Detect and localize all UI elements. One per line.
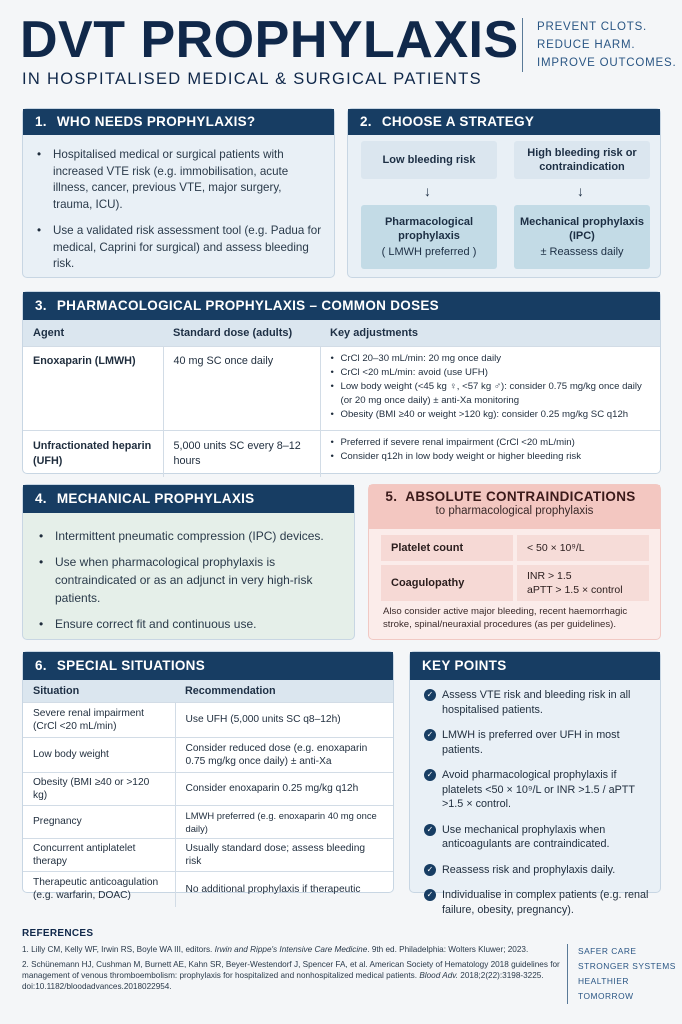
- section-number: 2.: [360, 114, 372, 129]
- reference-text: . 9th ed. Philadelphia: Wolters Kluwer; 2023.: [367, 945, 529, 954]
- bullet-list: [23, 135, 334, 273]
- adjustments-cell: [320, 346, 660, 430]
- page-title: DVT PROPHYLAXIS: [20, 11, 519, 69]
- table-row: [23, 838, 393, 871]
- special-situations-table: [23, 680, 393, 907]
- table-header-row: [23, 680, 393, 702]
- reference-text: 1. Lilly CM, Kelly WF, Irwin RS, Boyle WA III, editors.: [22, 945, 215, 954]
- column-header: Standard dose (adults): [163, 320, 320, 346]
- table-row: [23, 871, 393, 907]
- recommendation-cell: Usually standard dose; assess bleeding risk: [175, 838, 393, 871]
- check-circle-icon: ✓: [424, 824, 436, 836]
- reference-item: [22, 959, 562, 992]
- column-header: Key adjustments: [320, 320, 660, 346]
- contraindication-value: [517, 535, 649, 561]
- agent-cell: Unfractionated heparin (UFH): [23, 430, 163, 477]
- strategy-title: Pharmacological prophylaxis: [384, 216, 474, 242]
- list-item: • CrCl 20–30 mL/min: 20 mg once daily: [331, 352, 651, 366]
- section-header: [23, 652, 393, 680]
- situation-cell: Pregnancy: [23, 805, 175, 838]
- table-row: [23, 772, 393, 805]
- mechanical-box: [514, 205, 650, 269]
- down-arrow-icon: ↓: [424, 183, 431, 199]
- list-item: [424, 688, 650, 717]
- threshold-text: INR > 1.5: [527, 570, 572, 582]
- section-title: SPECIAL SITUATIONS: [56, 658, 206, 673]
- section-title: MECHANICAL PROPHYLAXIS: [56, 491, 255, 506]
- section-number: 4.: [35, 491, 47, 506]
- high-bleeding-risk-box: [514, 141, 650, 179]
- key-point-text: Avoid pharmacological prophylaxis if platelets <50 × 10⁹/L or INR >1.5 / aPTT >1.5 × control.: [442, 769, 635, 810]
- list-item: • Use a validated risk assessment tool (e.g. Padua for medical, Caprini for surgical) and assess bleeding risk.: [37, 223, 322, 273]
- tagline-line: HEALTHIER TOMORROW: [578, 976, 634, 1001]
- agent-cell: Enoxaparin (LMWH): [23, 346, 163, 430]
- contraindication-note: Also consider active major bleeding, recent haemorrhagic stroke, spinal/neuraxial procedures (as per guidelines).: [383, 606, 628, 630]
- check-circle-icon: ✓: [424, 769, 436, 781]
- list-item: • Obesity (BMI ≥40 or weight >120 kg): consider 0.25 mg/kg SC q12h: [331, 408, 651, 422]
- contraindication-value: [517, 565, 649, 601]
- header-tagline: [522, 18, 677, 72]
- situation-cell: Severe renal impairment (CrCl <20 mL/min): [23, 702, 175, 737]
- key-point-text: Assess VTE risk and bleeding risk in all hospitalised patients.: [442, 689, 631, 716]
- recommendation-cell: Consider enoxaparin 0.25 mg/kg q12h: [175, 772, 393, 805]
- situation-cell: Obesity (BMI ≥40 or >120 kg): [23, 772, 175, 805]
- strategy-note: ( LMWH preferred ): [381, 246, 477, 258]
- table-row: [23, 737, 393, 772]
- strategy-title: Mechanical prophylaxis (IPC): [519, 216, 645, 242]
- column-header: Agent: [23, 320, 163, 346]
- adjustments-cell: [320, 430, 660, 477]
- section-header: [348, 109, 660, 135]
- tagline-line: REDUCE HARM.: [537, 39, 636, 51]
- section-key-points: [409, 651, 661, 916]
- down-arrow-icon: ↓: [577, 183, 584, 199]
- table-row: [23, 346, 660, 430]
- section-title: PHARMACOLOGICAL PROPHYLAXIS – COMMON DOSES: [56, 298, 439, 313]
- recommendation-cell: Use UFH (5,000 units SC q8–12h): [175, 702, 393, 737]
- check-circle-icon: ✓: [424, 729, 436, 741]
- section-number: 1.: [35, 114, 47, 129]
- list-item: • Intermittent pneumatic compression (IPC) devices.: [39, 527, 342, 545]
- table-row: [23, 702, 393, 737]
- recommendation-cell: LMWH preferred (e.g. enoxaparin 40 mg once daily): [175, 805, 393, 838]
- column-header: Situation: [23, 680, 175, 702]
- situation-cell: Therapeutic anticoagulation (e.g. warfarin, DOAC): [23, 871, 175, 907]
- reference-journal: Blood Adv.: [419, 971, 459, 980]
- list-item: • Preferred if severe renal impairment (CrCl <20 mL/min): [331, 436, 651, 450]
- reference-item: [22, 944, 562, 955]
- table-row: [23, 430, 660, 477]
- dose-cell: 5,000 units SC every 8–12 hours: [163, 430, 320, 477]
- threshold-text: aPTT > 1.5 × control: [527, 584, 623, 596]
- key-point-text: LMWH is preferred over UFH in most patients.: [442, 729, 620, 756]
- references: [22, 928, 562, 996]
- list-item: • Hospitalised medical or surgical patients with increased VTE risk (e.g. immobilisation, acute illness, cancer, previous VTE, major surgery, trauma, ICU).: [37, 147, 322, 213]
- check-circle-icon: ✓: [424, 689, 436, 701]
- reference-book-title: Irwin and Rippe's Intensive Care Medicine: [214, 945, 368, 954]
- key-point-text: Individualise in complex patients (e.g. renal failure, obesity, pregnancy).: [442, 889, 649, 916]
- tagline-line: SAFER CARE: [578, 946, 637, 956]
- check-circle-icon: ✓: [424, 889, 436, 901]
- list-item: [424, 863, 650, 878]
- footer-tagline: [567, 944, 682, 1004]
- section-number: 3.: [35, 298, 47, 313]
- section-special-situations: [22, 651, 394, 902]
- contraindication-label: Coagulopathy: [381, 565, 513, 601]
- contraindication-row: [381, 565, 649, 601]
- section-header: [369, 485, 660, 529]
- reference-text: 2. Schünemann HJ, Cushman M, Burnett AE, Kahn SR, Beyer-Westendorf J, Spencer FA, et al. American Society of Hematology 2018 guidelines for management of venous thromboembolism: prophylaxis for hospitalized and nonhospitalized medical patients.: [22, 960, 560, 980]
- section-who-needs-prophylaxis: [22, 108, 335, 278]
- key-point-text: Reassess risk and prophylaxis daily.: [442, 863, 616, 876]
- section-pharmacological-doses: [22, 291, 661, 474]
- section-header: [410, 652, 660, 680]
- tagline-line: PREVENT CLOTS.: [537, 21, 648, 33]
- contraindication-row: [381, 535, 649, 561]
- doses-table: [23, 320, 660, 477]
- list-item: [424, 888, 650, 917]
- section-number: 5.: [385, 489, 398, 504]
- column-header: Recommendation: [175, 680, 393, 702]
- table-row: [23, 805, 393, 838]
- check-circle-icon: ✓: [424, 864, 436, 876]
- key-points-list: [410, 680, 660, 917]
- bullet-list: [23, 513, 354, 633]
- list-item: • Use when pharmacological prophylaxis is contraindicated or as an adjunct in very high-risk patients.: [39, 553, 342, 607]
- section-title: KEY POINTS: [422, 658, 507, 673]
- section-header: [23, 292, 660, 320]
- section-title: ABSOLUTE CONTRAINDICATIONS: [405, 489, 636, 504]
- contraindication-label: Platelet count: [381, 535, 513, 561]
- section-number: 6.: [35, 658, 47, 673]
- section-choose-strategy: [347, 108, 661, 278]
- pharmacological-box: [361, 205, 497, 269]
- reference-text: 2018;2(22):3198-3225. doi:10.1182/bloodadvances.2018022954.: [22, 971, 544, 991]
- strategy-note: ± Reassess daily: [540, 246, 624, 258]
- table-header-row: [23, 320, 660, 346]
- list-item: • CrCl <20 mL/min: avoid (use UFH): [331, 366, 651, 380]
- references-list: [22, 944, 562, 992]
- section-absolute-contraindications: [368, 484, 661, 640]
- section-title: CHOOSE A STRATEGY: [381, 114, 535, 129]
- list-item: • Ensure correct fit and continuous use.: [39, 615, 342, 633]
- section-header: [23, 485, 354, 513]
- list-item: • Low body weight (<45 kg ♀, <57 kg ♂): consider 0.75 mg/kg once daily (or 20 mg once daily) ± anti-Xa monitoring: [331, 380, 651, 408]
- section-title: WHO NEEDS PROPHYLAXIS?: [56, 114, 256, 129]
- recommendation-cell: No additional prophylaxis if therapeutic: [175, 871, 393, 907]
- page-subtitle: IN HOSPITALISED MEDICAL & SURGICAL PATIENTS: [22, 70, 482, 88]
- dose-cell: 40 mg SC once daily: [163, 346, 320, 430]
- section-mechanical-prophylaxis: [22, 484, 355, 640]
- list-item: [424, 728, 650, 757]
- strategy-label: High bleeding risk or contraindication: [527, 147, 637, 173]
- threshold-text: < 50 × 10⁹/L: [527, 542, 585, 554]
- section-header: [23, 109, 334, 135]
- low-bleeding-risk-box: [361, 141, 497, 179]
- tagline-line: IMPROVE OUTCOMES.: [537, 57, 677, 69]
- tagline-line: STRONGER SYSTEMS: [578, 961, 676, 971]
- situation-cell: Low body weight: [23, 737, 175, 772]
- list-item: [424, 823, 650, 852]
- strategy-label: Low bleeding risk: [382, 154, 476, 166]
- recommendation-cell: Consider reduced dose (e.g. enoxaparin 0.75 mg/kg once daily) ± anti-Xa: [175, 737, 393, 772]
- section-subtitle: to pharmacological prophylaxis: [435, 505, 594, 517]
- references-title: REFERENCES: [22, 928, 94, 939]
- key-point-text: Use mechanical prophylaxis when anticoagulants are contraindicated.: [442, 823, 610, 850]
- situation-cell: Concurrent antiplatelet therapy: [23, 838, 175, 871]
- list-item: • Consider q12h in low body weight or higher bleeding risk: [331, 450, 651, 464]
- list-item: [424, 768, 650, 812]
